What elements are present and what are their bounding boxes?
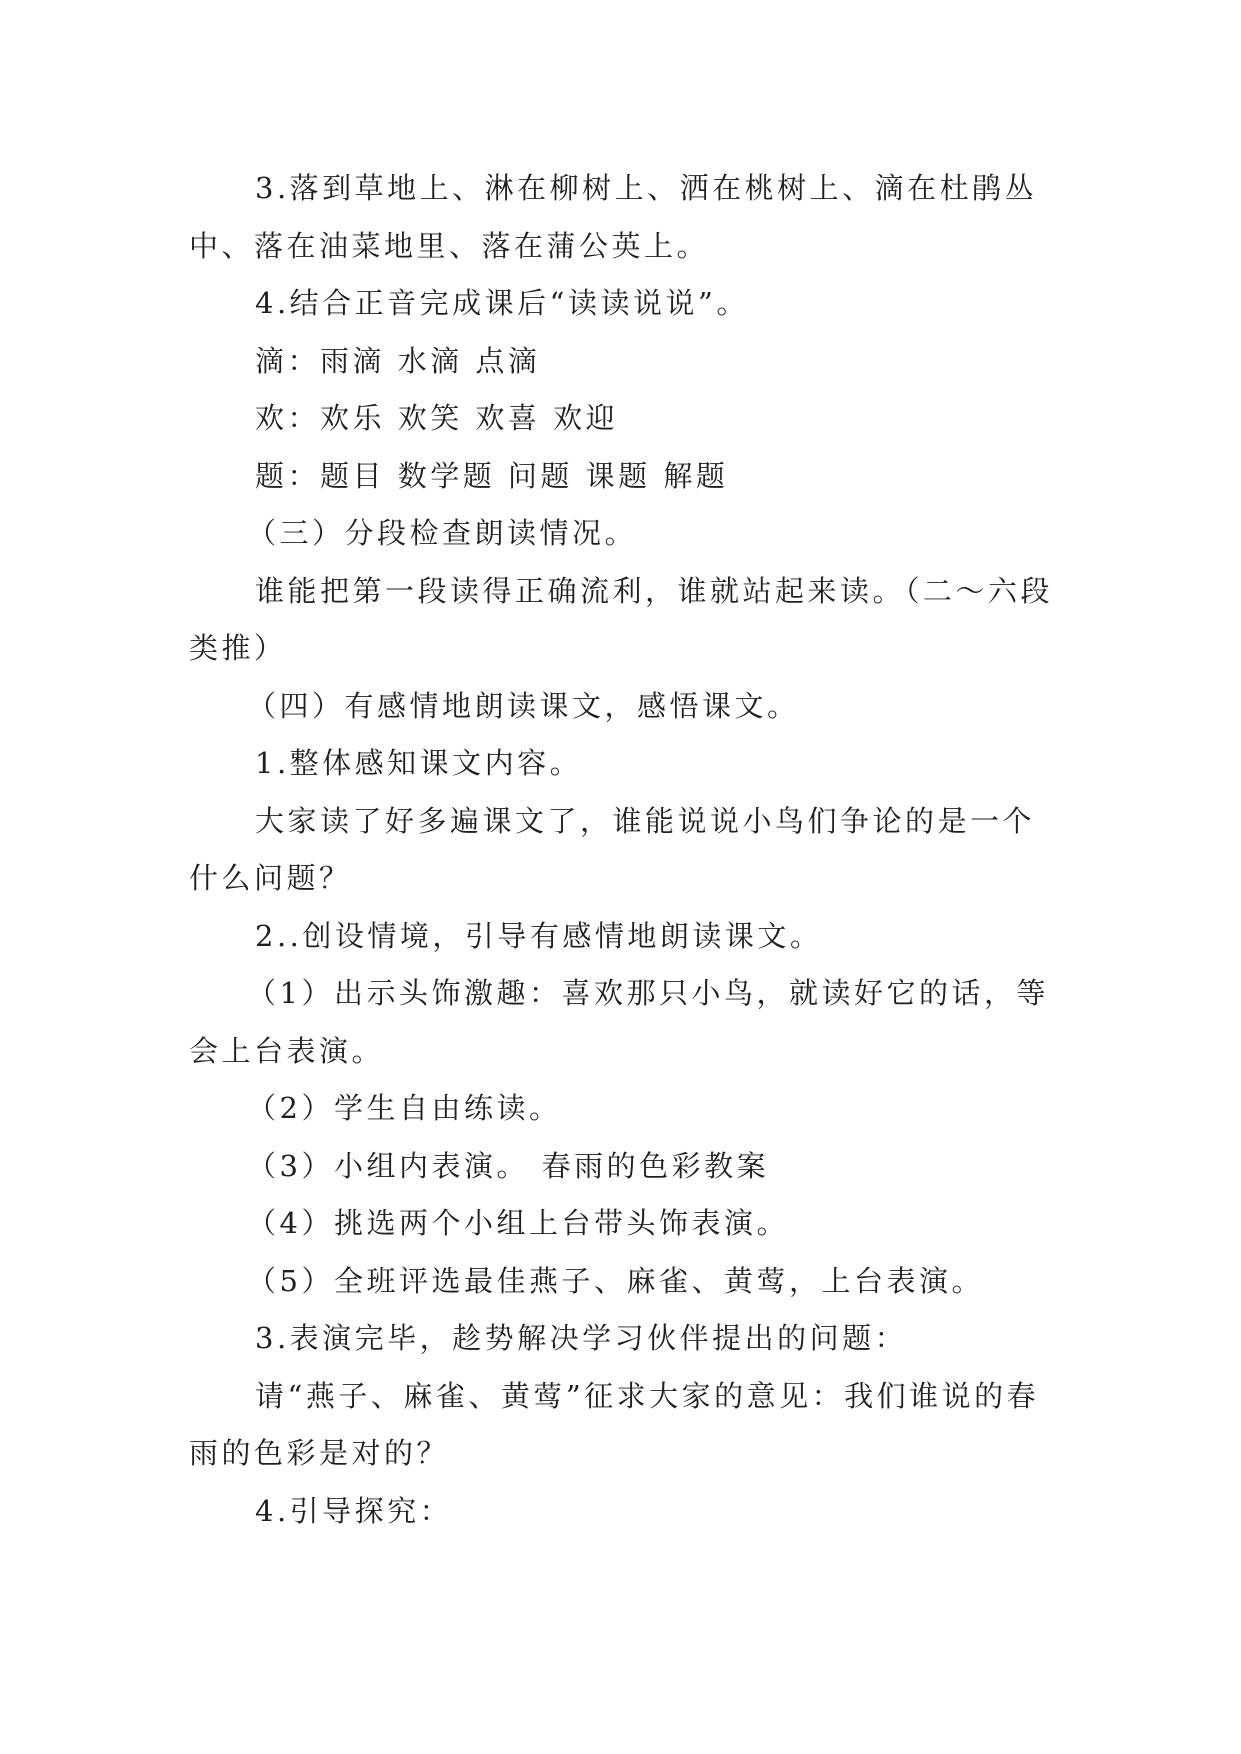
- paragraph-word-huan: 欢：欢乐 欢笑 欢喜 欢迎: [255, 401, 619, 435]
- paragraph-sub-4: （4）挑选两个小组上台带头饰表演。: [247, 1206, 789, 1240]
- paragraph-item-4b: 4.引导探究：: [255, 1493, 453, 1528]
- paragraph-item-3b: 3.表演完毕，趁势解决学习伙伴提出的问题：: [255, 1321, 908, 1355]
- paragraph-sub-1: （1）出示头饰激趣：喜欢那只小鸟，就读好它的话，等会上台表演。: [189, 976, 1049, 1068]
- paragraph-sub-5: （5）全班评选最佳燕子、麻雀、黄莺，上台表演。: [247, 1263, 984, 1298]
- paragraph-item-1: 1.整体感知课文内容。: [255, 746, 583, 780]
- section-heading-3: （三）分段检查朗读情况。: [247, 516, 638, 550]
- paragraph-item-2: 2..创设情境，引导有感情地朗读课文。: [255, 918, 823, 953]
- paragraph-section-reading: 谁能把第一段读得正确流利，谁就站起来读。（二～六段类推）: [189, 573, 1054, 665]
- paragraph-sub-3: （3）小组内表演。 春雨的色彩教案: [247, 1148, 770, 1183]
- section-heading-4: （四）有感情地朗读课文，感悟课文。: [247, 688, 800, 723]
- paragraph-item-3: 3.落到草地上、淋在柳树上、洒在桃树上、滴在杜鹃丛中、落在油菜地里、落在蒲公英上。: [189, 171, 1038, 263]
- paragraph-word-di: 滴：雨滴 水滴 点滴: [255, 343, 541, 378]
- paragraph-invite: 请“燕子、麻雀、黄莺”征求大家的意见：我们谁说的春雨的色彩是对的？: [189, 1378, 1040, 1470]
- document-body: [189, 160, 1059, 1540]
- paragraph-item-4: 4.结合正音完成课后“读读说说”。: [255, 286, 749, 320]
- paragraph-question: 大家读了好多遍课文了，谁能说说小鸟们争论的是一个什么问题？: [189, 803, 1036, 895]
- paragraph-sub-2: （2）学生自由练读。: [247, 1091, 562, 1125]
- paragraph-word-ti: 题：题目 数学题 问题 课题 解题: [255, 458, 729, 493]
